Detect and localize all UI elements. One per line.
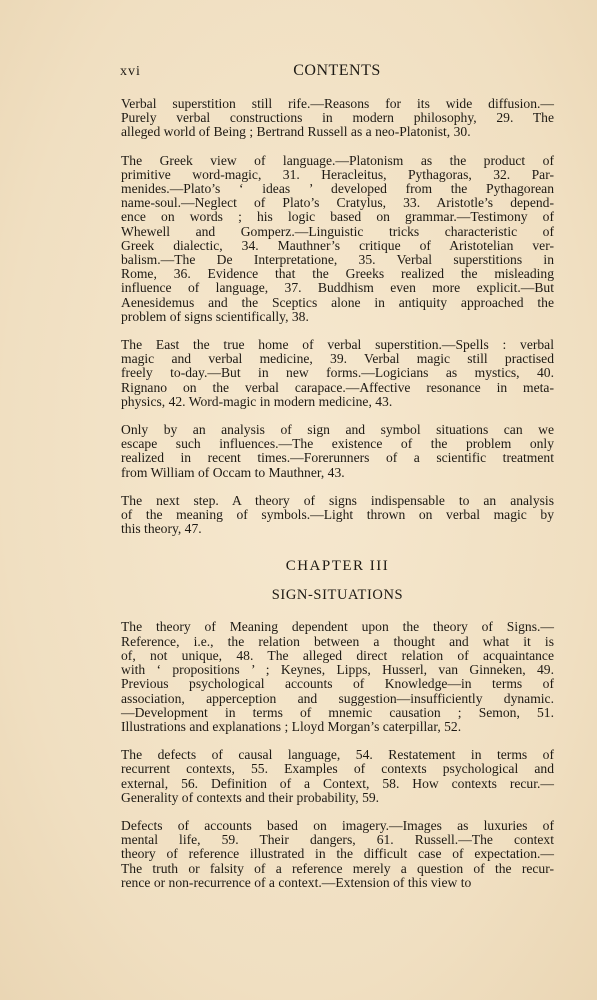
text-line: rence or non-recurrence of a context.—Extension of this view to [121, 874, 472, 890]
contents-paragraph [121, 819, 554, 890]
text-line: The next step. A theory of signs indispensable to an analysis [121, 492, 554, 508]
text-line: association, apperception and suggestion—insufficiently dynamic. [121, 690, 554, 706]
text-line: Whewell and Gomperz.—Linguistic tricks characteristic of [121, 223, 554, 239]
text-line: Rome, 36. Evidence that the Greeks realized the misleading [121, 266, 554, 282]
text-line: Rignano on the verbal carapace.—Affective resonance in meta- [121, 379, 554, 395]
text-line: problem of signs scientifically, 38. [121, 308, 309, 324]
text-line: from William of Occam to Mauthner, 43. [121, 464, 345, 480]
contents-paragraph [121, 97, 554, 140]
text-line: menides.—Plato’s ‘ ideas ’ developed from the Pythagorean [121, 181, 554, 197]
running-title: CONTENTS [293, 62, 381, 79]
chapter-title: SIGN-SITUATIONS [271, 587, 404, 604]
text-line: physics, 42. Word-magic in modern medicine, 43. [121, 393, 393, 409]
text-line: ence on words ; his logic based on grammar.—Testimony of [121, 209, 554, 225]
text-line: realized in recent times.—Forerunners of a scientific treatment [121, 450, 554, 466]
chapter-ii-summary [121, 97, 554, 536]
chapter-iii-summary [121, 620, 554, 889]
text-line: of, not unique, 48. The alleged direct relation of acquaintance [121, 647, 554, 663]
contents-paragraph [121, 494, 554, 537]
text-line: The theory of Meaning dependent upon the theory of Signs.— [121, 619, 554, 635]
text-line: recurrent contexts, 55. Examples of contexts psychological and [121, 761, 554, 777]
text-line: name-soul.—Neglect of Plato’s Cratylus, 33. Aristotle’s depend- [121, 195, 554, 211]
text-line: Greek dialectic, 34. Mauthner’s critique of Aristotelian ver- [121, 237, 554, 253]
text-line: The East the true home of verbal superstition.—Spells : verbal [121, 337, 554, 353]
page-header [120, 62, 554, 84]
text-line: influence of language, 37. Buddhism even more explicit.—But [121, 280, 554, 296]
contents-paragraph [121, 154, 554, 324]
text-line: —Development in terms of mnemic causation ; Semon, 51. [121, 704, 554, 720]
text-line: Verbal superstition still rife.—Reasons for its wide diffusion.— [121, 96, 554, 111]
text-line: freely to-day.—But in new forms.—Logicians as mystics, 40. [121, 365, 554, 381]
text-line: Defects of accounts based on imagery.—Images as luxuries of [121, 817, 554, 833]
text-line: theory of reference illustrated in the difficult case of expectation.— [121, 846, 554, 862]
page-number: xvi [120, 64, 141, 79]
contents-paragraph [121, 338, 554, 409]
text-line: magic and verbal medicine, 39. Verbal magic still practised [121, 351, 554, 367]
contents-paragraph [121, 423, 554, 480]
chapter-label: CHAPTER III [285, 558, 390, 575]
text-line: balism.—The De Interpretatione, 35. Verbal superstitions in [121, 252, 554, 268]
text-line: The Greek view of language.—Platonism as the product of [121, 152, 554, 168]
text-line: mental life, 59. Their dangers, 61. Russell.—The context [121, 832, 554, 848]
text-line: Only by an analysis of sign and symbol situations can we [121, 422, 554, 438]
contents-paragraph [121, 748, 554, 805]
contents-body [121, 97, 554, 904]
text-line: escape such influences.—The existence of the problem only [121, 436, 554, 452]
text-line: Previous psychological accounts of Knowledge—in terms of [121, 676, 554, 692]
text-line: Reference, i.e., the relation between a thought and what it is [121, 633, 554, 649]
text-line: Aenesidemus and the Sceptics alone in antiquity approached the [121, 294, 554, 310]
text-line: external, 56. Definition of a Context, 58. How contexts recur.— [121, 775, 554, 791]
text-line: with ‘ propositions ’ ; Keynes, Lipps, Husserl, van Ginneken, 49. [121, 662, 554, 678]
text-line: The truth or falsity of a reference merely a question of the recur- [121, 860, 554, 876]
text-line: The defects of causal language, 54. Restatement in terms of [121, 747, 554, 763]
text-line: of the meaning of symbols.—Light thrown on verbal magic by [121, 507, 554, 523]
text-line: Purely verbal constructions in modern philosophy, 29. The [121, 110, 554, 126]
contents-paragraph [121, 620, 554, 734]
text-line: Illustrations and explanations ; Lloyd Morgan’s caterpillar, 52. [121, 718, 462, 734]
text-line: this theory, 47. [121, 521, 202, 537]
text-line: Generality of contexts and their probability, 59. [121, 789, 380, 805]
text-line: primitive word-magic, 31. Heracleitus, Pythagoras, 32. Par- [121, 166, 554, 182]
text-line: alleged world of Being ; Bertrand Russell as a neo-Platonist, 30. [121, 124, 471, 140]
